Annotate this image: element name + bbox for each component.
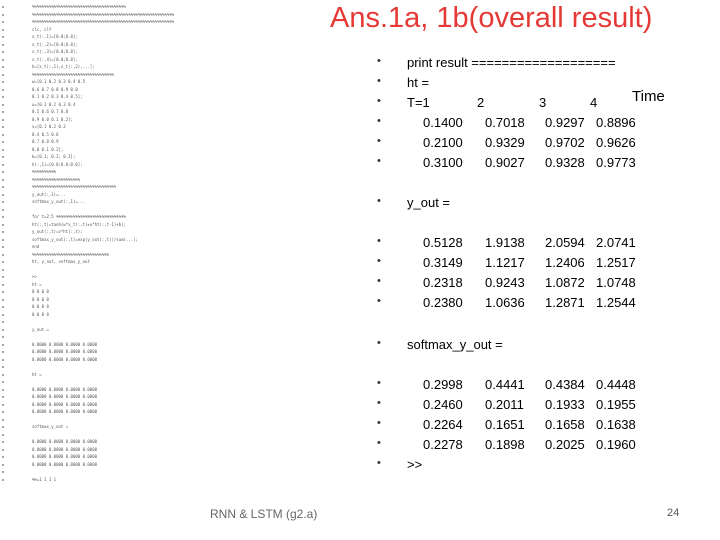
code-line: [2, 357, 242, 364]
bullet-icon: [2, 329, 4, 331]
code-line-text: y_out(:,1)=...: [32, 191, 66, 197]
bullet-icon: [2, 321, 4, 323]
bullet-icon: [2, 239, 4, 241]
bullet-icon: [2, 411, 4, 413]
code-line-text: 0 0 0 0: [32, 311, 49, 317]
bullet-icon: [2, 299, 4, 301]
softmax-cell: 0.1638: [596, 417, 636, 432]
code-line-text: 0.0000 0.0000 0.0000 0.0000: [32, 394, 98, 399]
softmax-cell: 0.4448: [596, 377, 636, 392]
code-line-text: %%%%%%%%%%%%%%%%%%%%%%%%%%%%%%%%: [32, 251, 110, 257]
softmax-cell: 0.1898: [485, 437, 525, 452]
code-line-text: ht, y_out, softmax_y_out: [32, 259, 90, 264]
bullet-icon: [2, 419, 4, 421]
bullet-icon: •: [377, 55, 381, 67]
ht-cell: 0.9297: [545, 115, 585, 130]
bullet-icon: [2, 111, 4, 113]
y-out-cell: 1.2406: [545, 255, 585, 270]
ht-cell: 0.3100: [423, 155, 463, 170]
bullet-icon: [2, 149, 4, 151]
code-line-text: end: [32, 244, 40, 249]
bullet-icon: [2, 201, 4, 203]
bullet-icon: [2, 254, 4, 256]
code-line-text: v=[0.1 0.2 0.3: [32, 124, 66, 129]
code-line: [2, 199, 242, 206]
y-out-cell: 1.0636: [485, 295, 525, 310]
bullet-icon: [2, 374, 4, 376]
code-line-text: %%%%%%%%%%%%%%%%%%%%%%%%%%%%%%%%%%%%%%%: [32, 4, 126, 9]
code-line-text: %%%%%%%%%%%%%%%%%%%%: [32, 176, 81, 182]
bullet-icon: [2, 104, 4, 106]
bullet-icon: [2, 344, 4, 346]
bullet-icon: [2, 269, 4, 271]
code-line-text: 0.0000 0.0000 0.0000 0.0000: [32, 356, 98, 362]
code-line-text: 0.1 0.2 0.3 0.4 0.5];: [32, 94, 83, 99]
code-line-text: 0.4 0.5 0.6: [32, 131, 59, 137]
bullet-icon: [2, 59, 4, 61]
code-line-text: b=[0.1; 0.2; 0.3];: [32, 154, 76, 159]
bullet-icon: [2, 389, 4, 391]
bullet-icon: [2, 119, 4, 121]
code-line-text: %%%%%%%%%%%%%%%%%%%%%%%%%%%%%%%%%%%%%%%%%%%%%%%%%%%%%%%%%%%: [32, 19, 175, 24]
code-line: [2, 259, 242, 266]
code-line: [2, 372, 242, 379]
ht-cell: 0.9702: [545, 135, 585, 150]
bullet-icon: [2, 449, 4, 451]
bullet-icon: •: [377, 155, 381, 167]
bullet-icon: [2, 74, 4, 76]
code-line: [2, 462, 242, 469]
code-listing: [2, 4, 242, 494]
bullet-icon: •: [377, 235, 381, 247]
code-line-text: 0.0000 0.0000 0.0000 0.0000: [32, 401, 98, 407]
code-line-text: clc, clf: [32, 26, 52, 32]
code-line-text: 0.7 0.8 0.9: [32, 139, 59, 144]
code-line-text: ht(:,t)=tanh(w*x_t(:,t)+u*ht(:,t-1)+b);: [32, 221, 126, 227]
code-line-text: 0.0000 0.0000 0.0000 0.0000: [32, 454, 98, 459]
y-out-label: y_out =: [407, 195, 451, 210]
ht-cell: 0.8896: [596, 115, 636, 130]
code-line: [2, 312, 242, 319]
code-line-text: for t=2:5 %%%%%%%%%%%%%%%%%%%%%%%%%%%%%: [32, 214, 126, 219]
bullet-icon: [2, 366, 4, 368]
bullet-icon: •: [377, 115, 381, 127]
ht-cell: 0.9626: [596, 135, 636, 150]
bullet-icon: [2, 456, 4, 458]
code-line: [2, 327, 242, 334]
bullet-icon: [2, 14, 4, 16]
bullet-icon: [2, 164, 4, 166]
softmax-cell: 0.2025: [545, 437, 585, 452]
bullet-icon: [2, 134, 4, 136]
code-line-text: 0.0000 0.0000 0.0000 0.0000: [32, 409, 98, 414]
code-line-text: h(:,1)=[0.0;0.0;0.0];: [32, 161, 83, 167]
softmax-cell: 0.1651: [485, 417, 525, 432]
code-line-text: x_t(:,2)=[0.0;0.0];: [32, 41, 78, 47]
bullet-icon: [2, 479, 4, 481]
y-out-cell: 1.9138: [485, 235, 525, 250]
bullet-icon: •: [377, 95, 381, 107]
softmax-cell: 0.4441: [485, 377, 525, 392]
code-line: [2, 424, 242, 431]
bullet-icon: [2, 404, 4, 406]
bullet-icon: [2, 291, 4, 293]
t-header-2: 2: [477, 95, 485, 110]
y-out-cell: 1.0872: [545, 275, 585, 290]
bullet-icon: [2, 156, 4, 158]
bullet-icon: [2, 471, 4, 473]
t-header-4: 4: [590, 95, 598, 110]
code-line-text: softmax_y_out =: [32, 424, 69, 429]
bullet-icon: •: [377, 275, 381, 287]
bullet-icon: [2, 66, 4, 68]
code-line-text: x_t(:,4)=[0.0;0.0];: [32, 56, 78, 62]
code-line: [2, 267, 242, 274]
bullet-icon: •: [377, 457, 381, 469]
bullet-icon: •: [377, 295, 381, 307]
bullet-icon: •: [377, 255, 381, 267]
ht-cell: 0.2100: [423, 135, 463, 150]
bullet-icon: [2, 359, 4, 361]
code-line-text: 0.9 0.0 0.1 0.2];: [32, 116, 73, 122]
y-out-cell: 0.2380: [423, 295, 463, 310]
code-line-text: h=[x_t(:,1),x_t(:,2),...];: [32, 64, 95, 69]
code-line-text: %%%%%%%%%%%%%%%%%%%%%%%%%%%%%%%%%%%: [32, 184, 117, 189]
softmax-cell: 0.1955: [596, 397, 636, 412]
bullet-icon: •: [377, 397, 381, 409]
y-out-cell: 2.0741: [596, 235, 636, 250]
bullet-icon: [2, 441, 4, 443]
y-out-cell: 1.2544: [596, 295, 636, 310]
bullet-icon: [2, 141, 4, 143]
softmax-cell: 0.2460: [423, 397, 463, 412]
bullet-icon: [2, 51, 4, 53]
bullet-icon: [2, 381, 4, 383]
bullet-icon: •: [377, 195, 381, 207]
softmax-cell: 0.2264: [423, 417, 463, 432]
code-line-text: ht =: [32, 281, 42, 287]
bullet-icon: •: [377, 377, 381, 389]
bullet-icon: [2, 231, 4, 233]
bullet-icon: [2, 81, 4, 83]
y-out-cell: 0.9243: [485, 275, 525, 290]
bullet-icon: [2, 314, 4, 316]
bullet-icon: [2, 126, 4, 128]
code-line-text: 0 0 0 0: [32, 296, 49, 302]
code-line-text: 0.5 0.6 0.7 0.8: [32, 109, 69, 114]
code-line-text: 0.0 0.1 0.2];: [32, 146, 64, 152]
bullet-icon: •: [377, 337, 381, 349]
bullet-icon: [2, 29, 4, 31]
y-out-cell: 2.0594: [545, 235, 585, 250]
ht-cell: 0.9329: [485, 135, 525, 150]
bullet-icon: [2, 336, 4, 338]
softmax-cell: 0.1658: [545, 417, 585, 432]
softmax-cell: 0.4384: [545, 377, 585, 392]
code-line-text: 0.0000 0.0000 0.0000 0.0000: [32, 439, 98, 444]
bullet-icon: [2, 96, 4, 98]
bullet-icon: [2, 194, 4, 196]
softmax-cell: 0.2278: [423, 437, 463, 452]
ht-cell: 0.7018: [485, 115, 525, 130]
ht-cell: 0.9027: [485, 155, 525, 170]
softmax-cell: 0.1960: [596, 437, 636, 452]
bullet-icon: [2, 171, 4, 173]
footer-text: RNN & LSTM (g2.a): [210, 507, 318, 521]
code-line-text: %%=1 1 1 1: [32, 476, 57, 482]
bullet-icon: [2, 464, 4, 466]
code-line-text: >>: [32, 274, 37, 279]
softmax-label: softmax_y_out =: [407, 337, 503, 352]
code-line-text: 0.0000 0.0000 0.0000 0.0000: [32, 349, 98, 354]
bullet-icon: [2, 306, 4, 308]
bullet-icon: [2, 224, 4, 226]
code-line-text: x_t(:,3)=[0.0;0.0];: [32, 49, 78, 54]
bullet-icon: [2, 396, 4, 398]
code-line-text: 0.0000 0.0000 0.0000 0.0000: [32, 461, 98, 467]
bullet-icon: [2, 434, 4, 436]
code-line-text: y_out =: [32, 326, 49, 332]
y-out-cell: 1.1217: [485, 255, 525, 270]
bullet-icon: [2, 21, 4, 23]
code-line-text: %%%%%%%%%%: [32, 169, 57, 174]
bullet-icon: [2, 179, 4, 181]
bullet-icon: [2, 44, 4, 46]
bullet-icon: [2, 89, 4, 91]
code-line-text: %%%%%%%%%%%%%%%%%%%%%%%%%%%%%%%%%%%%%%%%%%%%%%%%%%%%%%%%%%%: [32, 11, 175, 17]
code-line: [2, 477, 242, 484]
y-out-cell: 0.2318: [423, 275, 463, 290]
bullet-icon: •: [377, 135, 381, 147]
bullet-icon: [2, 426, 4, 428]
code-line-text: y_out(:,t)=v*ht(:,t);: [32, 229, 83, 234]
time-label: Time: [632, 88, 665, 105]
print-result-text: print result ===================: [407, 55, 616, 70]
softmax-cell: 0.2011: [485, 397, 524, 412]
bullet-icon: [2, 186, 4, 188]
y-out-cell: 0.5128: [423, 235, 463, 250]
code-line-text: softmax_y_out(:,1)=...: [32, 199, 85, 204]
prompt-text: >>: [407, 457, 423, 472]
code-line-text: 0.0000 0.0000 0.0000 0.0000: [32, 386, 98, 392]
bullet-icon: •: [377, 417, 381, 429]
code-line-text: softmax_y_out(:,t)=exp(y_out(:,t))/sum(...);: [32, 236, 138, 242]
code-line-text: %%%%%%%%%%%%%%%%%%%%%%%%%%%%%%%%%%: [32, 71, 114, 77]
ht-cell: 0.9773: [596, 155, 636, 170]
code-line-text: 0.0000 0.0000 0.0000 0.0000: [32, 341, 98, 347]
ht-cell: 0.1400: [423, 115, 463, 130]
bullet-icon: [2, 216, 4, 218]
code-line-text: 0 0 0 0: [32, 304, 49, 309]
bullet-icon: [2, 246, 4, 248]
bullet-icon: [2, 276, 4, 278]
code-line-text: 0 0 0 0: [32, 289, 49, 294]
t-header-1: T=1: [407, 95, 430, 110]
bullet-icon: [2, 36, 4, 38]
y-out-cell: 1.2871: [545, 295, 585, 310]
code-line-text: ht =: [32, 371, 42, 377]
code-line-text: x_t(:,1)=[0.0;0.0];: [32, 34, 78, 39]
bullet-icon: [2, 6, 4, 8]
ht-label: ht =: [407, 75, 430, 90]
code-line-text: u=[0.1 0.2 0.3 0.4: [32, 101, 76, 107]
code-line-text: 0.0000 0.0000 0.0000 0.0000: [32, 446, 98, 452]
page-number: 24: [667, 507, 680, 519]
t-header-3: 3: [539, 95, 547, 110]
y-out-cell: 1.2517: [596, 255, 636, 270]
softmax-cell: 0.1933: [545, 397, 585, 412]
y-out-cell: 0.3149: [423, 255, 463, 270]
code-line-text: 0.6 0.7 0.8 0.9 0.0: [32, 86, 78, 92]
code-line: [2, 409, 242, 416]
bullet-icon: •: [377, 75, 381, 87]
bullet-icon: [2, 284, 4, 286]
code-line-text: w=[0.1 0.2 0.3 0.4 0.5: [32, 79, 85, 84]
bullet-icon: [2, 209, 4, 211]
bullet-icon: [2, 261, 4, 263]
y-out-cell: 1.0748: [596, 275, 636, 290]
ht-cell: 0.9328: [545, 155, 585, 170]
bullet-icon: [2, 351, 4, 353]
bullet-icon: •: [377, 437, 381, 449]
softmax-cell: 0.2998: [423, 377, 463, 392]
slide-title: Ans.1a, 1b(overall result): [330, 2, 653, 34]
